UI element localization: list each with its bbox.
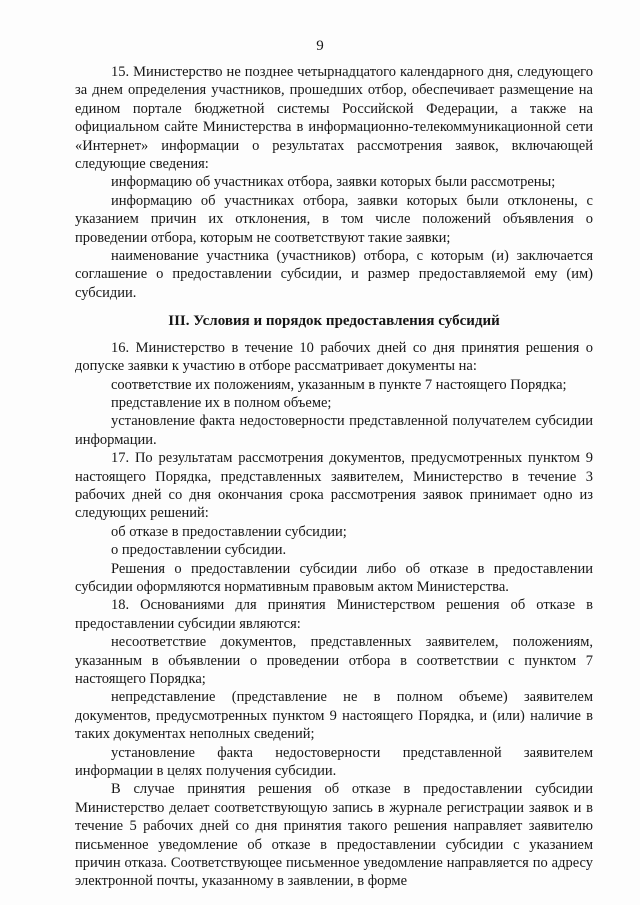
paragraph: несоответствие документов, представленных заявителем, положениям, указанным в объявлении о проведении отбора в соответствии с пунктом 7 настоящего Порядка; [75,634,593,687]
paragraph: о предоставлении субсидии. [111,542,287,559]
paragraph: соответствие их положениям, указанным в пункте 7 настоящего Порядка; [111,376,567,393]
paragraph: представление их в полном объеме; [111,394,332,411]
paragraph: 15. Министерство не позднее четырнадцатого календарного дня, следующего за днем определения участников, прошедших отбор, обеспечивает размещение на едином портале бюджетной системы Российской Федерации, а также на официальном сайте Министерства в информационно-телекоммуникационной сети «Интернет» информации о результатах рассмотрения заявок, включающей следующие сведения: [75,64,593,173]
paragraph: об отказе в предоставлении субсидии; [111,523,347,540]
paragraph: наименование участника (участников) отбора, с которым (и) заключается соглашение о предоставлении субсидии, и размер предоставляемой ему (им) субсидии. [75,248,593,301]
paragraph: информацию об участниках отбора, заявки которых были рассмотрены; [111,174,556,191]
section-heading: III. Условия и порядок предоставления субсидий [168,313,500,330]
paragraph: непредставление (представление не в полном объеме) заявителем документов, предусмотренных пунктом 9 настоящего Порядка, и (или) наличие в таких документах неполных сведений; [75,689,593,743]
paragraph: Решения о предоставлении субсидии либо об отказе в предоставлении субсидии оформляются нормативным правовым актом Министерства. [75,560,593,595]
paragraph: 16. Министерство в течение 10 рабочих дней со дня принятия решения о допуске заявки к участию в отборе рассматривает документы на: [75,339,593,375]
document-body [75,63,593,891]
paragraph: информацию об участниках отбора, заявки которых были отклонены, с указанием причин их отклонения, в том числе положений объявления о проведении отбора, которым не соответствуют такие заявки; [75,192,593,246]
paragraph: 18. Основаниями для принятия Министерством решения об отказе в предоставлении субсидии являются: [75,597,593,632]
page-number: 9 [316,38,324,54]
paragraph: В случае принятия решения об отказе в предоставлении субсидии Министерство делает соответствующую запись в журнале регистрации заявок и в течение 5 рабочих дней со дня принятия такого решения направляет заявителю письменное уведомление об отказе в предоставлении субсидии с указанием причин отказа. Соответствующее письменное уведомление направляется по адресу электронной почты, указанному в заявлении, в форме [75,781,593,890]
paragraph: 17. По результатам рассмотрения документов, предусмотренных пунктом 9 настоящего Порядка, представленных заявителем, Министерство в течение 3 рабочих дней со дня окончания срока рассмотрения заявок принимает одно из следующих решений: [75,450,593,522]
paragraph: установление факта недостоверности представленной получателем субсидии информации. [75,413,593,448]
paragraph: установление факта недостоверности представленной заявителем информации в целях получения субсидии. [75,744,593,780]
